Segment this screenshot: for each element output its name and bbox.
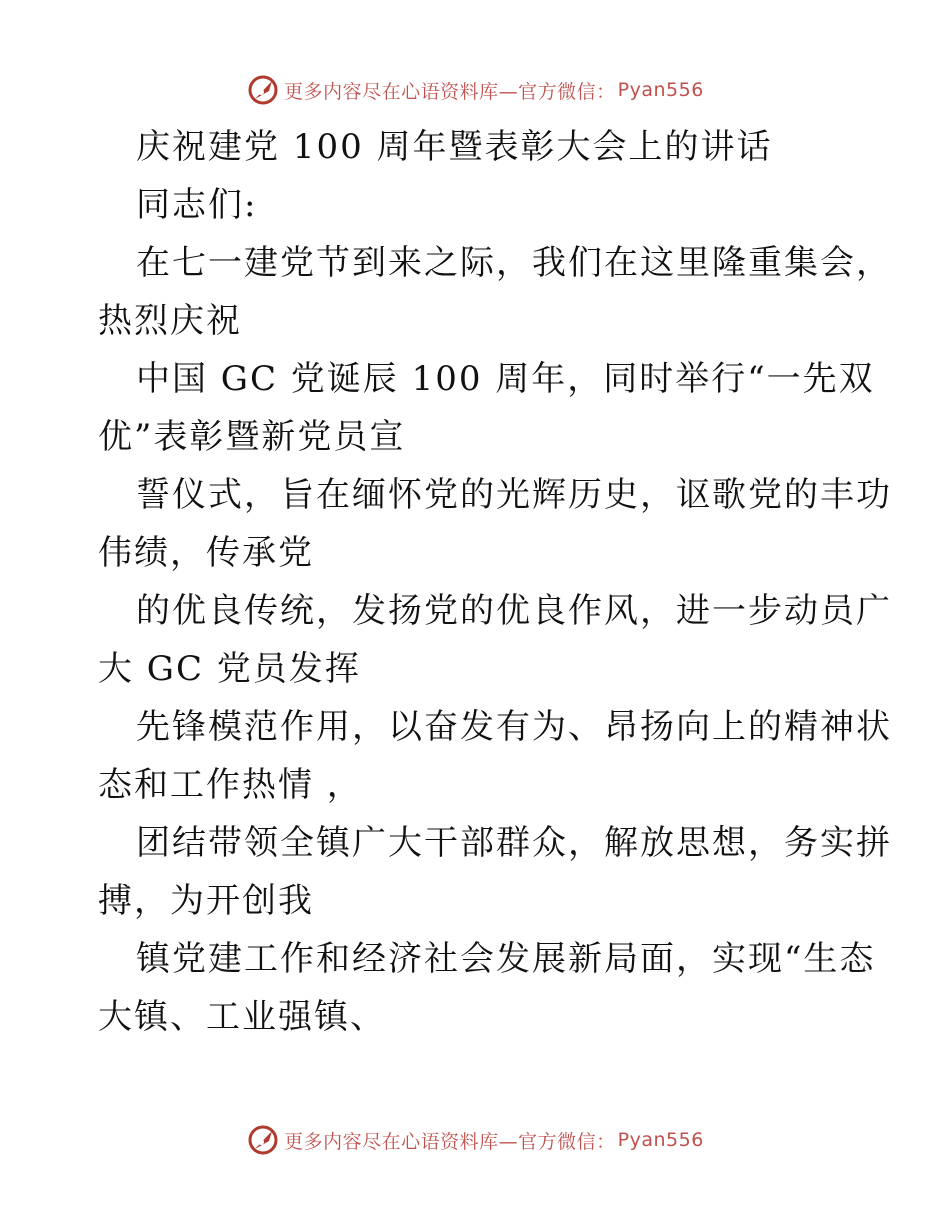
text-line: 中国 GC 党诞辰 100 周年，同时举行“一先双 <box>136 359 875 399</box>
text-line: 团结带领全镇广大干部群众，解放思想，务实拼 <box>136 823 892 863</box>
text-line: 誓仪式，旨在缅怀党的光辉历史，讴歌党的丰功 <box>136 475 892 515</box>
watermark-text: 更多内容尽在心语资料库—官方微信： <box>284 1130 616 1153</box>
watermark-wechat-id: Pyan556 <box>617 1129 704 1151</box>
text-line: 态和工作热情 ， <box>98 765 363 805</box>
text-line: 大 GC 党员发挥 <box>98 649 361 689</box>
footer-watermark <box>0 1120 950 1160</box>
text-line: 先锋模范作用，以奋发有为、昂扬向上的精神状 <box>136 707 892 747</box>
quill-logo-icon <box>246 1123 280 1157</box>
document-body <box>98 118 892 1046</box>
text-line: 搏，为开创我 <box>98 881 314 921</box>
text-line: 同志们: <box>136 185 258 225</box>
watermark-text: 更多内容尽在心语资料库—官方微信： <box>284 80 616 103</box>
text-line: 在七一建党节到来之际，我们在这里隆重集会， <box>136 243 892 283</box>
header-watermark <box>0 70 950 110</box>
text-line: 热烈庆祝 <box>98 301 242 341</box>
document-title: 庆祝建党 100 周年暨表彰大会上的讲话 <box>136 127 773 167</box>
text-line: 大镇、工业强镇、 <box>98 997 386 1037</box>
text-line: 的优良传统，发扬党的优良作风，进一步动员广 <box>136 591 892 631</box>
text-line: 伟绩，传承党 <box>98 533 314 573</box>
watermark-wechat-id: Pyan556 <box>617 79 704 101</box>
text-line: 镇党建工作和经济社会发展新局面，实现“生态 <box>136 939 876 979</box>
text-line: 优”表彰暨新党员宣 <box>98 417 406 457</box>
quill-logo-icon <box>246 73 280 107</box>
